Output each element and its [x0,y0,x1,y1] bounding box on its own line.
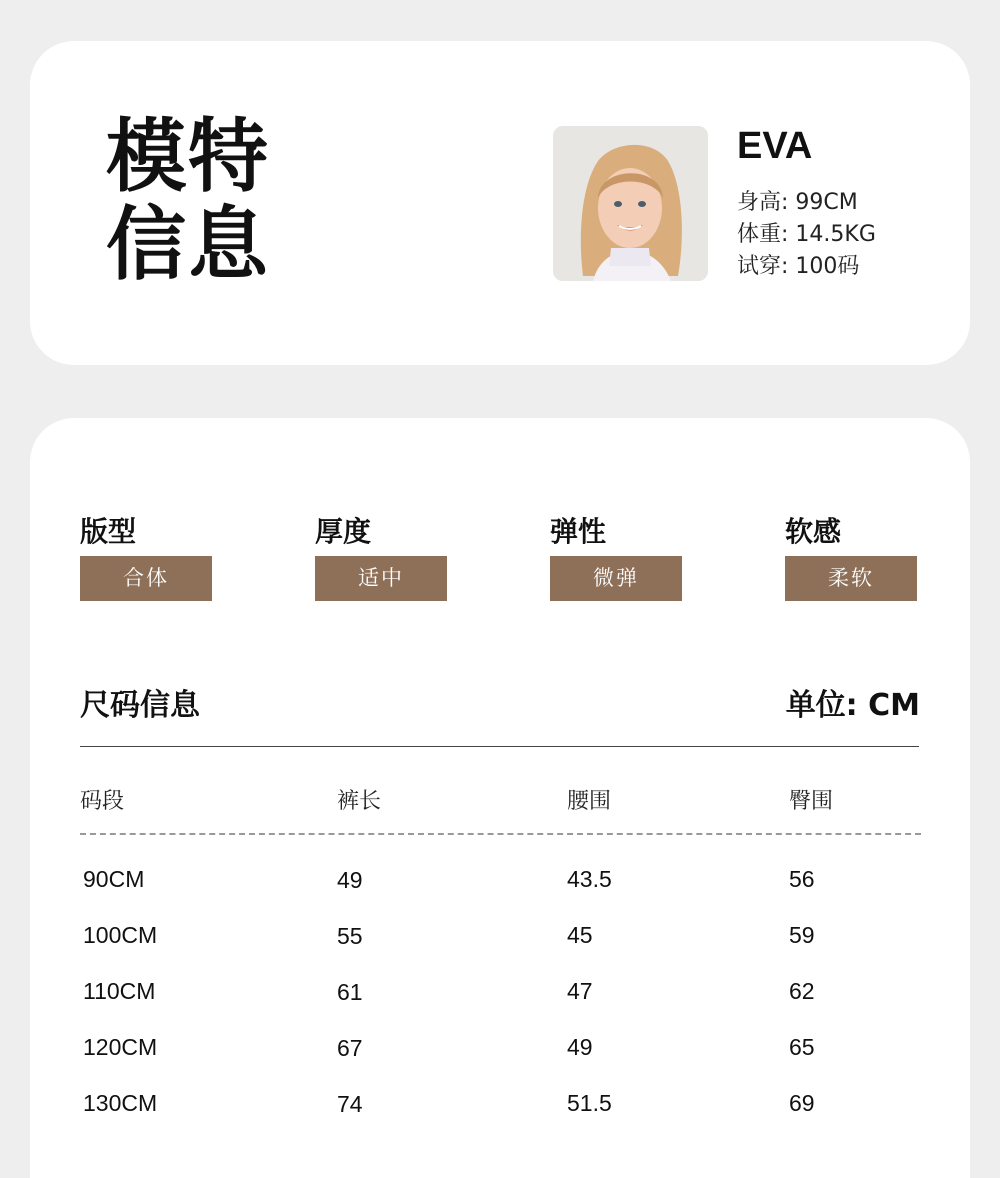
model-info-title [106,110,270,291]
attribute-tag: 柔软 [785,556,917,601]
unit-label: 单位: CM [785,688,920,723]
table-cell: 55 [337,923,363,949]
attribute-softness [785,512,917,601]
table-cell: 100CM [83,922,158,948]
table-cell: 43.5 [567,866,612,892]
table-cell: 49 [337,867,363,893]
table-cell: 56 [789,866,815,892]
size-info-card [30,418,970,1178]
table-cell: 59 [789,922,815,948]
attribute-thickness [315,512,447,601]
dashed-divider [80,833,921,835]
model-fit-size: 试穿: 100码 [737,254,860,279]
table-cell: 90CM [83,866,145,892]
model-name: EVA [737,125,813,167]
model-height: 身高: 99CM [737,190,858,215]
attribute-label: 版型 [80,515,137,548]
column-header-pants-length: 裤长 [337,789,382,814]
title-line-1: 模特 [106,110,270,203]
attribute-label: 软感 [785,515,842,548]
table-cell: 51.5 [567,1090,612,1116]
table-cell: 130CM [83,1090,158,1116]
table-cell: 74 [337,1091,363,1117]
table-cell: 110CM [83,978,156,1004]
column-header-waist: 腰围 [567,789,612,814]
table-cell: 49 [567,1034,593,1060]
model-info-card [30,41,970,365]
table-cell: 69 [789,1090,815,1116]
attribute-tag: 合体 [80,556,212,601]
size-info-title: 尺码信息 [80,688,200,723]
table-cell: 65 [789,1034,815,1060]
model-weight: 体重: 14.5KG [737,222,876,247]
attribute-fit [80,512,212,601]
model-photo [553,126,708,281]
header-divider [80,746,919,747]
table-cell: 67 [337,1035,363,1061]
model-stats [737,187,876,283]
column-header-hip: 臀围 [789,789,834,814]
table-cell: 61 [337,979,363,1005]
table-cell: 120CM [83,1034,158,1060]
title-line-2: 信息 [106,198,270,291]
attribute-label: 厚度 [315,515,372,548]
attribute-label: 弹性 [550,515,607,548]
column-header-size: 码段 [80,789,125,814]
attribute-elasticity [550,512,682,601]
table-cell: 62 [789,978,815,1004]
attribute-tag: 适中 [315,556,447,601]
attribute-tag: 微弹 [550,556,682,601]
table-cell: 45 [567,922,593,948]
table-cell: 47 [567,978,593,1004]
